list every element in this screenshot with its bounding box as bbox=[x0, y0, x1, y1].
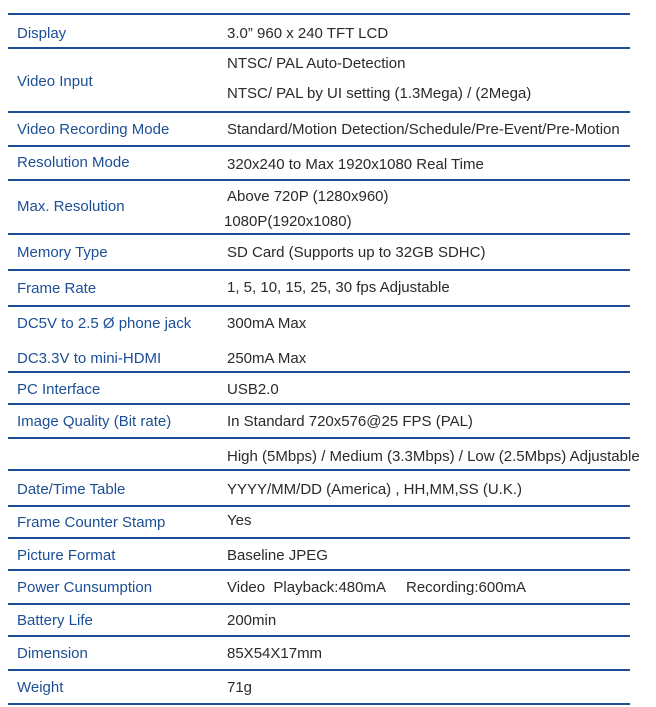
spec-value: In Standard 720x576@25 FPS (PAL) bbox=[227, 413, 473, 430]
spec-value: 200min bbox=[227, 612, 277, 629]
spec-label: Frame Counter Stamp bbox=[17, 514, 166, 531]
spec-value: USB2.0 bbox=[227, 381, 279, 398]
spec-value: 250mA Max bbox=[227, 350, 307, 367]
spec-label: PC Interface bbox=[17, 381, 101, 398]
spec-label: Battery Life bbox=[17, 612, 93, 629]
spec-value: NTSC/ PAL by UI setting (1.3Mega) / (2Mega) bbox=[227, 85, 532, 102]
spec-value: 1080P(1920x1080) bbox=[224, 213, 352, 230]
spec-row-max-resolution bbox=[8, 181, 630, 235]
spec-label: Image Quality (Bit rate) bbox=[17, 413, 172, 430]
spec-value: 320x240 to Max 1920x1080 Real Time bbox=[227, 156, 484, 173]
spec-row-video-recording-mode bbox=[8, 113, 630, 147]
spec-row-video-input bbox=[8, 49, 630, 113]
spec-label: Power Cunsumption bbox=[17, 579, 153, 596]
spec-label: Date/Time Table bbox=[17, 481, 126, 498]
spec-row-battery-life bbox=[8, 605, 630, 637]
spec-row-bit-rate bbox=[8, 439, 640, 471]
spec-row-memory-type bbox=[8, 235, 630, 271]
spec-row-frame-rate bbox=[8, 271, 630, 307]
spec-value: High (5Mbps) / Medium (3.3Mbps) / Low (2.5Mbps) Adjustable bbox=[227, 448, 640, 465]
spec-value: 300mA Max bbox=[227, 315, 307, 332]
spec-label: Weight bbox=[17, 679, 64, 696]
spec-row-power-consumption bbox=[8, 571, 630, 605]
spec-label: Memory Type bbox=[17, 244, 108, 261]
spec-value: Above 720P (1280x960) bbox=[227, 188, 389, 205]
spec-label: DC5V to 2.5 Ø phone jack bbox=[17, 315, 192, 332]
spec-row-resolution-mode bbox=[8, 147, 630, 181]
spec-row-display bbox=[8, 13, 630, 49]
spec-value: Baseline JPEG bbox=[227, 547, 328, 564]
spec-row-picture-format bbox=[8, 539, 630, 571]
spec-row-weight bbox=[8, 671, 630, 705]
spec-value: Standard/Motion Detection/Schedule/Pre-Event/Pre-Motion bbox=[227, 121, 620, 138]
spec-value: SD Card (Supports up to 32GB SDHC) bbox=[227, 244, 486, 261]
spec-row-pc-interface bbox=[8, 373, 630, 405]
spec-label: DC3.3V to mini-HDMI bbox=[17, 350, 162, 367]
spec-label: Frame Rate bbox=[17, 280, 97, 297]
spec-row-date-time-table bbox=[8, 471, 630, 507]
spec-label: Picture Format bbox=[17, 547, 116, 564]
spec-value: 71g bbox=[227, 679, 253, 696]
spec-row-dimension bbox=[8, 637, 630, 671]
spec-row-dc-power bbox=[8, 307, 630, 373]
spec-value: 85X54X17mm bbox=[227, 645, 323, 662]
spec-label: Max. Resolution bbox=[17, 198, 125, 215]
spec-value: 3.0” 960 x 240 TFT LCD bbox=[227, 25, 389, 42]
spec-label: Video Input bbox=[17, 73, 93, 90]
spec-label: Dimension bbox=[17, 645, 88, 662]
spec-row-frame-counter-stamp bbox=[8, 507, 630, 539]
spec-row-image-quality bbox=[8, 405, 630, 439]
spec-label: Display bbox=[17, 25, 67, 42]
spec-value: YYYY/MM/DD (America) , HH,MM,SS (U.K.) bbox=[227, 481, 523, 498]
spec-value: Video Playback:480mA Recording:600mA bbox=[227, 579, 527, 596]
spec-value: 1, 5, 10, 15, 25, 30 fps Adjustable bbox=[227, 279, 450, 296]
spec-label: Resolution Mode bbox=[17, 154, 130, 171]
spec-label: Video Recording Mode bbox=[17, 121, 170, 138]
spec-value: Yes bbox=[227, 512, 252, 529]
spec-value: NTSC/ PAL Auto-Detection bbox=[227, 55, 406, 72]
